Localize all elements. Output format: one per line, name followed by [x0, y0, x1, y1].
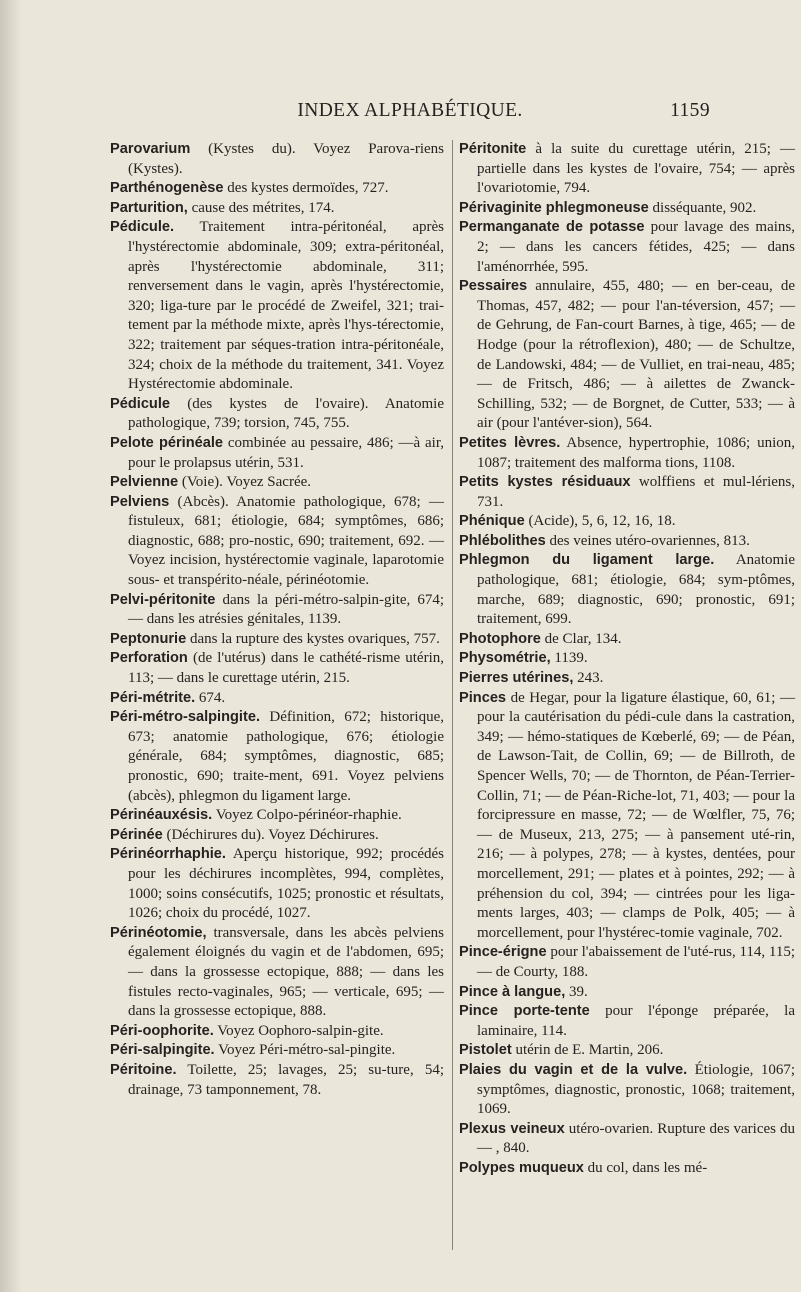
index-entry-heading: Physométrie, [459, 650, 551, 667]
index-entry-heading: Péri-métrite. [110, 689, 196, 706]
index-entry-heading: Péritonite [459, 141, 527, 157]
index-entry-text: Voyez Colpo-périnéor-rhaphie. [212, 807, 402, 824]
index-entry-text: 1139. [550, 650, 588, 667]
index-entry [459, 943, 795, 982]
index-entry-heading: Périvaginite phlegmoneuse [459, 199, 649, 216]
index-entry [110, 1061, 444, 1100]
index-entry-text: Anatomie pathologique, 681; étiologie, 684; sym-ptômes, marche, 689; diagnostic, 690; pronostic, 691; traitement, 699. [477, 552, 795, 628]
index-entry [110, 199, 444, 219]
index-entry-text: de Clar, 134. [540, 630, 622, 647]
index-entry [459, 1061, 795, 1120]
index-entry-heading: Pince à langue, [459, 983, 566, 1000]
page-header [110, 100, 710, 130]
index-entry [110, 845, 444, 923]
index-entry-text: pour l'abaissement de l'uté-rus, 114, 115; — de Courty, 188. [477, 944, 796, 980]
index-entry-heading: Phénique [459, 513, 525, 530]
running-title: INDEX ALPHABÉTIQUE. [297, 100, 523, 121]
index-entry-heading: Péri-métro-salpingite. [110, 709, 261, 726]
index-column-right [459, 140, 795, 1178]
index-entry [110, 806, 444, 826]
index-entry [459, 1041, 795, 1061]
index-entry-text: transversale, dans les abcès pelviens également éloignés du vagin et de l'abdomen, 695; — dans la grossesse ectopique, 888; — dans les fistules recto-vaginales, 965; — verticale, 695; — dans la grossesse ectopique, 888. [128, 924, 444, 1020]
index-entry [110, 493, 444, 591]
index-entry-text: dans la rupture des kystes ovariques, 757. [186, 630, 440, 647]
index-entry-heading: Petites lèvres. [459, 434, 561, 451]
index-entry-text: pour l'éponge préparée, la laminaire, 114. [477, 1003, 795, 1039]
index-entry-text: Toilette, 25; lavages, 25; su-ture, 54; drainage, 73 tamponnement, 78. [128, 1061, 444, 1098]
index-entry-text: 39. [565, 983, 588, 1000]
index-entry-heading: Plaies du vagin et de la vulve. [459, 1061, 688, 1078]
index-entry [110, 140, 444, 179]
column-divider [452, 140, 453, 1250]
index-entry-text: dans la péri-métro-salpin-gite, 674; — dans les atrésies génitales, 1139. [128, 591, 444, 628]
index-entry [459, 473, 795, 512]
index-entry [110, 689, 444, 709]
index-entry [459, 649, 795, 669]
index-entry-heading: Pelviens [110, 493, 170, 510]
index-entry-heading: Pince porte-tente [459, 1003, 590, 1020]
index-entry [110, 434, 444, 473]
index-entry-text: (Voie). Voyez Sacrée. [178, 474, 312, 491]
index-entry-text: disséquante, 902. [648, 199, 757, 216]
index-entry-heading: Parthénogenèse [110, 180, 224, 197]
index-entry-heading: Petits kystes résiduaux [459, 474, 631, 491]
index-entry-heading: Perforation [110, 650, 188, 667]
index-entry-text: combinée au pessaire, 486; —à air, pour le prolapsus utérin, 531. [128, 434, 444, 471]
index-entry [110, 1041, 444, 1061]
index-entry-heading: Peptonurie [110, 630, 187, 647]
index-entry-text: annulaire, 455, 480; — en ber-ceau, de Thomas, 457, 482; — pour l'an-téversion, 457; — de Gehrung, de Fan-court Barnes, à tige, 465; — de Hodge (pour la rétroflexion), 480; — de Schultze, de Landowski, 484; — de Vulliet, en trai-neau, 485; — de Fritsch, 486; — à ailettes de Zwanck-Schilling, 532; — de Borgnet, de Cutter, 533; — à air (pour l'antéver-sion), 564. [477, 278, 795, 432]
index-entry [459, 434, 795, 473]
page-number: 1159 [670, 100, 710, 121]
index-entry-text: pour lavage des mains, 2; — dans les cancers fétides, 425; — dans l'aménorrhée, 595. [477, 219, 795, 275]
index-entry [459, 512, 795, 532]
index-entry-text: (Acide), 5, 6, 12, 16, 18. [524, 513, 676, 530]
index-entry [110, 630, 444, 650]
index-entry-heading: Polypes muqueux [459, 1159, 584, 1176]
index-entry-text: Définition, 672; historique, 673; anatomie pathologique, 676; étiologie générale, 684; symptômes, diagnostic, 685; pronostic, 690; traite-ment, 691. Voyez pelviens (abcès), phlegmon du ligament large. [128, 709, 444, 804]
index-entry-heading: Pelvienne [110, 474, 179, 491]
index-entry-heading: Plexus veineux [459, 1120, 565, 1137]
index-entry-text: (Kystes du). Voyez Parova-riens (Kystes). [128, 141, 444, 177]
index-entry [459, 689, 795, 944]
index-entry-text: utérin de E. Martin, 206. [511, 1042, 664, 1059]
index-entry-heading: Périnéotomie, [110, 924, 207, 941]
index-entry-heading: Pierres utérines, [459, 670, 574, 687]
index-entry-text: Étiologie, 1067; symptômes, diagnostic, pronostic, 1068; traitement, 1069. [477, 1061, 795, 1118]
index-entry-heading: Pessaires [459, 278, 528, 295]
index-entry [459, 1159, 795, 1179]
index-entry-text: Absence, hypertrophie, 1086; union, 1087; traitement des malforma tions, 1108. [477, 434, 795, 471]
index-entry [459, 140, 795, 199]
index-entry-text: à la suite du curettage utérin, 215; — partielle dans les kystes de l'ovaire, 754; — après l'ovariotomie, 794. [477, 141, 795, 197]
index-entry-heading: Péritoine. [110, 1061, 177, 1078]
index-entry [459, 983, 795, 1003]
index-entry [110, 826, 444, 846]
index-entry [459, 218, 795, 277]
index-entry [459, 669, 795, 689]
index-entry [110, 395, 444, 434]
index-entry-text: des veines utéro-ovariennes, 813. [545, 532, 750, 549]
index-entry-heading: Pelote périnéale [110, 434, 224, 451]
index-entry-heading: Pince-érigne [459, 944, 547, 961]
index-entry [110, 1022, 444, 1042]
index-entry [110, 649, 444, 688]
index-entry-heading: Parturition, [110, 199, 188, 216]
index-entry-heading: Pinces [459, 689, 507, 706]
index-entry-text: (de l'utérus) dans le cathété-risme utérin, 113; — dans le curettage utérin, 215. [128, 650, 444, 687]
page-edge-shadow [0, 0, 22, 1292]
index-entry-text: Aperçu historique, 992; procédés pour les déchirures incomplètes, 994, complètes, 1000; soins consécutifs, 1025; pronostic et résultats, 1026; choix du procédé, 1027. [128, 846, 444, 922]
index-entry-text: Traitement intra-péritonéal, après l'hystérectomie abdominale, 309; extra-péritonéal, après l'hystérectomie abdominale, 311; renversement dans le vagin, après l'hystérectomie, 320; liga-ture par le procédé de Zweifel, 321; trai-tement par la méthode mixte, après l'hys-térectomie, 322; traitement par séques-tration intra-péritonéale, 324; choix de la méthode du traitement, 341. Voyez Hystérectomie abdominale. [128, 219, 444, 393]
index-entry-text: de Hegar, pour la ligature élastique, 60, 61; — pour la cautérisation du pédi-cule dans la castration, 349; — hémo-statiques de Kœberlé, 69; — de Péan, de Lawson-Tait, de Collin, 69; — de Billroth, de Spencer Wells, 70; — de Thornton, de Péan-Terrier-Collin, 71; — de Péan-Riche-lot, 71, 403; — pour la forcipressure en masse, 72; — de Wœlfler, 75, 76; — de Museux, 213, 275; — à pansement uté-rin, 216; — à polypes, 278; — à kystes, dentées, pour morcellement, 291; — plates et à pointes, 292; — à préhension du col, 394; — cintrées pour les liga-ments larges, 403; — clamps de Polk, 405; — à morcellement, pour l'hystérec-tomie vaginale, 702. [477, 689, 795, 941]
index-entry [459, 1002, 795, 1041]
index-entry [459, 551, 795, 629]
index-entry [110, 924, 444, 1022]
index-entry-text: 674. [195, 689, 226, 706]
index-entry-text: des kystes dermoïdes, 727. [223, 180, 389, 197]
index-entry [110, 179, 444, 199]
index-entry-text: utéro-ovarien. Rupture des varices du — , 840. [477, 1120, 795, 1157]
index-entry-heading: Pédicule. [110, 219, 175, 236]
index-entry-text: (Abcès). Anatomie pathologique, 678; — fistuleux, 681; étiologie, 684; symptômes, 686; diagnostic, 688; pro-nostic, 690; traitement, 692. — Voyez incision, hystérectomie vaginale, laparotomie sous- et transpérito-néale, périnéotomie. [128, 493, 444, 589]
index-entry [110, 473, 444, 493]
index-entry-heading: Pelvi-péritonite [110, 591, 216, 608]
index-entry-heading: Photophore [459, 630, 541, 647]
index-entry-heading: Péri-salpingite. [110, 1042, 215, 1059]
index-entry-text: cause des métrites, 174. [187, 199, 335, 216]
index-entry-heading: Péri-oophorite. [110, 1022, 214, 1039]
index-entry-text: du col, dans les mé- [583, 1159, 708, 1176]
index-entry-text: 243. [573, 670, 604, 687]
index-entry-heading: Phlébolithes [459, 532, 546, 549]
index-entry-text: (des kystes de l'ovaire). Anatomie pathologique, 739; torsion, 745, 755. [128, 395, 444, 432]
index-entry-heading: Phlegmon du ligament large. [459, 552, 715, 569]
index-entry-heading: Pistolet [459, 1042, 512, 1059]
index-entry [459, 199, 795, 219]
index-column-left [110, 140, 444, 1100]
index-entry-heading: Parovarium [110, 141, 191, 157]
index-entry-heading: Périnéauxésis. [110, 807, 213, 824]
index-entry-text: (Déchirures du). Voyez Déchirures. [162, 826, 379, 843]
index-entry [459, 532, 795, 552]
index-entry [110, 591, 444, 630]
index-entry [459, 1120, 795, 1159]
index-entry-heading: Périnéorrhaphie. [110, 846, 226, 863]
index-entry [459, 630, 795, 650]
index-entry-text: Voyez Péri-métro-sal-pingite. [214, 1042, 396, 1059]
index-entry [110, 218, 444, 394]
index-entry [110, 708, 444, 806]
index-entry-heading: Permanganate de potasse [459, 219, 645, 236]
index-entry-heading: Pédicule [110, 395, 171, 412]
index-entry [459, 277, 795, 434]
index-entry-text: wolffiens et mul-lériens, 731. [477, 474, 795, 510]
index-entry-text: Voyez Oophoro-salpin-gite. [213, 1022, 384, 1039]
index-entry-heading: Périnée [110, 826, 163, 843]
